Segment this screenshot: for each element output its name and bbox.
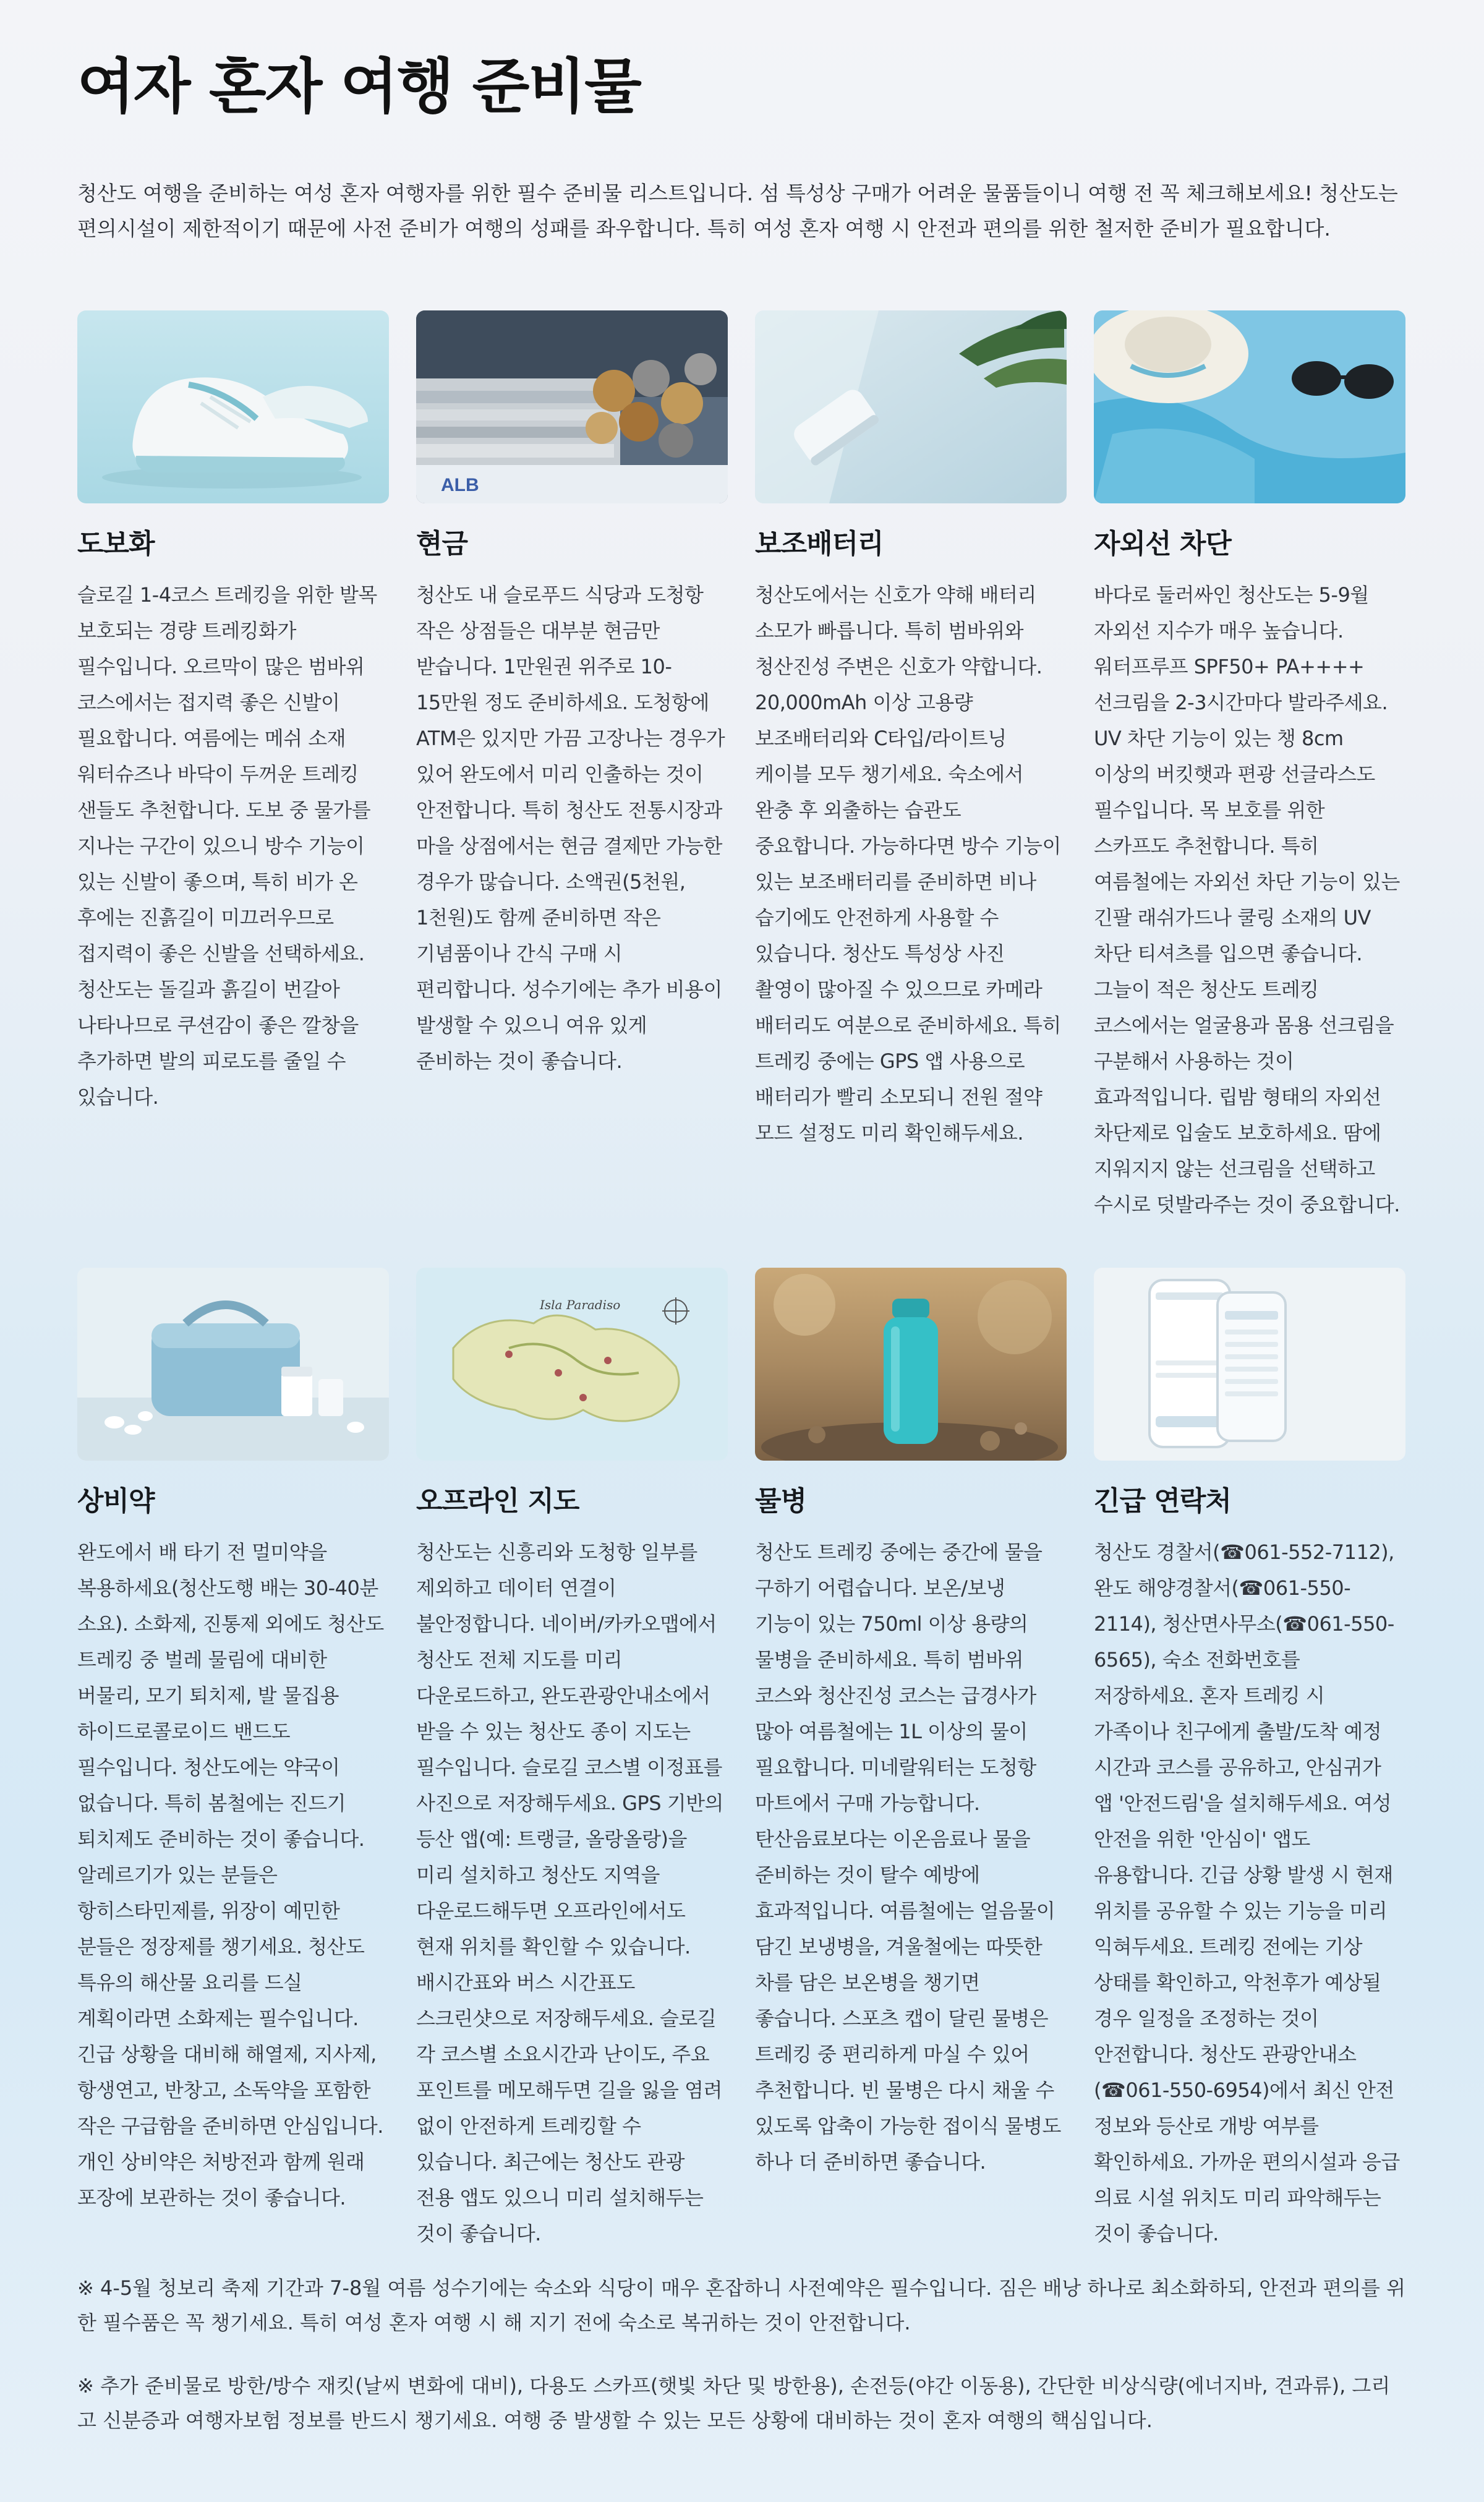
phone-app-image <box>1094 1268 1405 1461</box>
card-title: 오프라인 지도 <box>416 1485 579 1517</box>
card-sun <box>1094 310 1405 1223</box>
card-text: 바다로 둘러싸인 청산도는 5-9월 자외선 지수가 매우 높습니다. 워터프루프 SPF50+ PA++++ 선크림을 2-3시간마다 발라주세요. UV 차단 기능이 있는 챙 8cm 이상의 버킷햇과 편광 선글라스도 필수입니다. 목 보호를 위한 스카프도 추천합니다. 특히 여름철에는 자외선 차단 기능이 있는 긴팔 래쉬가드나 쿨링 소재의 UV 차단 티셔츠를 입으면 좋습니다. 그늘이 적은 청산도 트레킹 코스에서는 얼굴용과 몸용 선크림을 구분해서 사용하는 것이 효과적입니다. 립밤 형태의 자외선 차단제로 입술도 보호하세요. 땀에 지워지지 않는 선크림을 선택하고 수시로 덧발라주는 것이 중요합니다. <box>1094 583 1400 1216</box>
card-cash <box>416 310 728 1079</box>
card-emergency-contacts <box>1094 1268 1405 2252</box>
island-map-image <box>416 1268 728 1461</box>
card-text: 청산도 트레킹 중에는 중간에 물을 구하기 어렵습니다. 보온/보냉 기능이 있는 750ml 이상 용량의 물병을 준비하세요. 특히 범바위 코스와 청산진성 코스는 급경사가 많아 여름철에는 1L 이상의 물이 필요합니다. 미네랄워터는 도청항 마트에서 구매 가능합니다. 탄산음료보다는 이온음료나 물을 준비하는 것이 탈수 예방에 효과적입니다. 여름철에는 얼음물이 담긴 보냉병을, 겨울철에는 따뜻한 차를 담은 보온병을 챙기면 좋습니다. 스포츠 캡이 달린 물병은 트레킹 중 편리하게 마실 수 있어 추천합니다. 빈 물병은 다시 채울 수 있도록 압축이 가능한 접이식 물병도 하나 더 준비하면 좋습니다. <box>755 1540 1061 2174</box>
intro-paragraph: 청산도 여행을 준비하는 여성 혼자 여행자를 위한 필수 준비물 리스트입니다. 섬 특성상 구매가 어려운 물품들이니 여행 전 꼭 체크해보세요! 청산도는 편의시설이 제한적이기 때문에 사전 준비가 여행의 성패를 좌우합니다. 특히 여성 혼자 여행 시 안전과 편의를 위한 철저한 준비가 필요합니다. <box>77 181 1398 241</box>
card-title: 긴급 연락처 <box>1094 1485 1231 1517</box>
sun-protection-image <box>1094 310 1405 503</box>
card-map <box>416 1268 728 2252</box>
footnote-reservation: ※ 4-5월 청보리 축제 기간과 7-8월 여름 성수기에는 숙소와 식당이 매우 혼잡하니 사전예약은 필수입니다. 짐은 배낭 하나로 최소화하되, 안전과 편의를 위한 필수품은 꼭 챙기세요. 특히 여성 혼자 여행 시 해 지기 전에 숙소로 복귀하는 것이 안전합니다. <box>77 2276 1406 2334</box>
water-bottle-image <box>755 1268 1067 1461</box>
svg-text:ALB: ALB <box>441 475 479 495</box>
medicine-pouch-image <box>77 1268 389 1461</box>
card-power-bank <box>755 310 1067 1151</box>
card-title: 상비약 <box>77 1485 155 1517</box>
sneakers-image <box>77 310 389 503</box>
card-text: 완도에서 배 타기 전 멀미약을 복용하세요(청산도행 배는 30-40분 소요). 소화제, 진통제 외에도 청산도 트레킹 중 벌레 물림에 대비한 버물리, 모기 퇴치제, 발 물집용 하이드로콜로이드 밴드도 필수입니다. 청산도에는 약국이 없습니다. 특히 봄철에는 진드기 퇴치제도 준비하는 것이 좋습니다. 알레르기가 있는 분들은 항히스타민제를, 위장이 예민한 분들은 정장제를 챙기세요. 청산도 특유의 해산물 요리를 드실 계획이라면 소화제는 필수입니다. 긴급 상황을 대비해 해열제, 지사제, 항생연고, 반창고, 소독약을 포함한 작은 구급함을 준비하면 안심입니다. 개인 상비약은 처방전과 함께 원래 포장에 보관하는 것이 좋습니다. <box>77 1540 384 2210</box>
card-title: 도보화 <box>77 528 155 560</box>
card-water-bottle <box>755 1268 1067 2180</box>
footnote-extra-items: ※ 추가 준비물로 방한/방수 재킷(날씨 변화에 대비), 다용도 스카프(햇빛 차단 및 방한용), 손전등(야간 이동용), 간단한 비상식량(에너지바, 견과류), 그리고 신분증과 여행자보험 정보를 반드시 챙기세요. 여행 중 발생할 수 있는 모든 상황에 대비하는 것이 혼자 여행의 핵심입니다. <box>77 2374 1391 2432</box>
page-title: 여자 혼자 여행 준비물 <box>77 52 641 121</box>
card-title: 자외선 차단 <box>1094 528 1231 560</box>
card-title: 현금 <box>416 528 468 560</box>
map-title-label: Isla Paradiso <box>540 1297 621 1312</box>
card-title: 물병 <box>755 1485 807 1517</box>
cash-image <box>416 310 728 503</box>
card-medicine <box>77 1268 389 2216</box>
card-text: 청산도 내 슬로푸드 식당과 도청항 작은 상점들은 대부분 현금만 받습니다. 1만원권 위주로 10-15만원 정도 준비하세요. 도청항에 ATM은 있지만 가끔 고장나는 경우가 있어 완도에서 미리 인출하는 것이 안전합니다. 특히 청산도 전통시장과 마을 상점에서는 현금 결제만 가능한 경우가 많습니다. 소액권(5천원, 1천원)도 함께 준비하면 작은 기념품이나 간식 구매 시 편리합니다. 성수기에는 추가 비용이 발생할 수 있으니 여유 있게 준비하는 것이 좋습니다. <box>416 583 725 1073</box>
card-shoes <box>77 310 389 1115</box>
card-text: 슬로길 1-4코스 트레킹을 위한 발목 보호되는 경량 트레킹화가 필수입니다. 오르막이 많은 범바위 코스에서는 접지력 좋은 신발이 필요합니다. 여름에는 메쉬 소재 워터슈즈나 바닥이 두꺼운 트레킹 샌들도 추천합니다. 도보 중 물가를 지나는 구간이 있으니 방수 기능이 있는 신발이 좋으며, 특히 비가 온 후에는 진흙길이 미끄러우므로 접지력이 좋은 신발을 선택하세요. 청산도는 돌길과 흙길이 번갈아 나타나므로 쿠션감이 좋은 깔창을 추가하면 발의 피로도를 줄일 수 있습니다. <box>77 583 377 1109</box>
card-text: 청산도는 신흥리와 도청항 일부를 제외하고 데이터 연결이 불안정합니다. 네이버/카카오맵에서 청산도 전체 지도를 미리 다운로드하고, 완도관광안내소에서 받을 수 있는 청산도 종이 지도는 필수입니다. 슬로길 코스별 이정표를 사진으로 저장해두세요. GPS 기반의 등산 앱(예: 트랭글, 올랑올랑)을 미리 설치하고 청산도 지역을 다운로드해두면 오프라인에서도 현재 위치를 확인할 수 있습니다. 배시간표와 버스 시간표도 스크린샷으로 저장해두세요. 슬로길 각 코스별 소요시간과 난이도, 주요 포인트를 메모해두면 길을 잃을 염려 없이 안전하게 트레킹할 수 있습니다. 최근에는 청산도 관광 전용 앱도 있으니 미리 설치해두는 것이 좋습니다. <box>416 1540 723 2245</box>
card-text: 청산도에서는 신호가 약해 배터리 소모가 빠릅니다. 특히 범바위와 청산진성 주변은 신호가 약합니다. 20,000mAh 이상 고용량 보조배터리와 C타입/라이트닝 케이블 모두 챙기세요. 숙소에서 완충 후 외출하는 습관도 중요합니다. 가능하다면 방수 기능이 있는 보조배터리를 준비하면 비나 습기에도 안전하게 사용할 수 있습니다. 청산도 특성상 사진 촬영이 많아질 수 있으므로 카메라 배터리도 여분으로 준비하세요. 특히 트레킹 중에는 GPS 앱 사용으로 배터리가 빨리 소모되니 전원 절약 모드 설정도 미리 확인해두세요. <box>755 583 1061 1145</box>
card-text: 청산도 경찰서(☎061-552-7112), 완도 해양경찰서(☎061-550-2114), 청산면사무소(☎061-550-6565), 숙소 전화번호를 저장하세요. 혼자 트레킹 시 가족이나 친구에게 출발/도착 예정 시간과 코스를 공유하고, 안심귀가 앱 '안전드림'을 설치해두세요. 여성 안전을 위한 '안심이' 앱도 유용합니다. 긴급 상황 발생 시 현재 위치를 공유할 수 있는 기능을 미리 익혀두세요. 트레킹 전에는 기상 상태를 확인하고, 악천후가 예상될 경우 일정을 조정하는 것이 안전합니다. 청산도 관광안내소(☎061-550-6954)에서 최신 안전 정보와 등산로 개방 여부를 확인하세요. 가까운 편의시설과 응급 의료 시설 위치도 미리 파악해두는 것이 좋습니다. <box>1094 1540 1400 2245</box>
power-bank-image <box>755 310 1067 503</box>
card-title: 보조배터리 <box>755 528 884 560</box>
